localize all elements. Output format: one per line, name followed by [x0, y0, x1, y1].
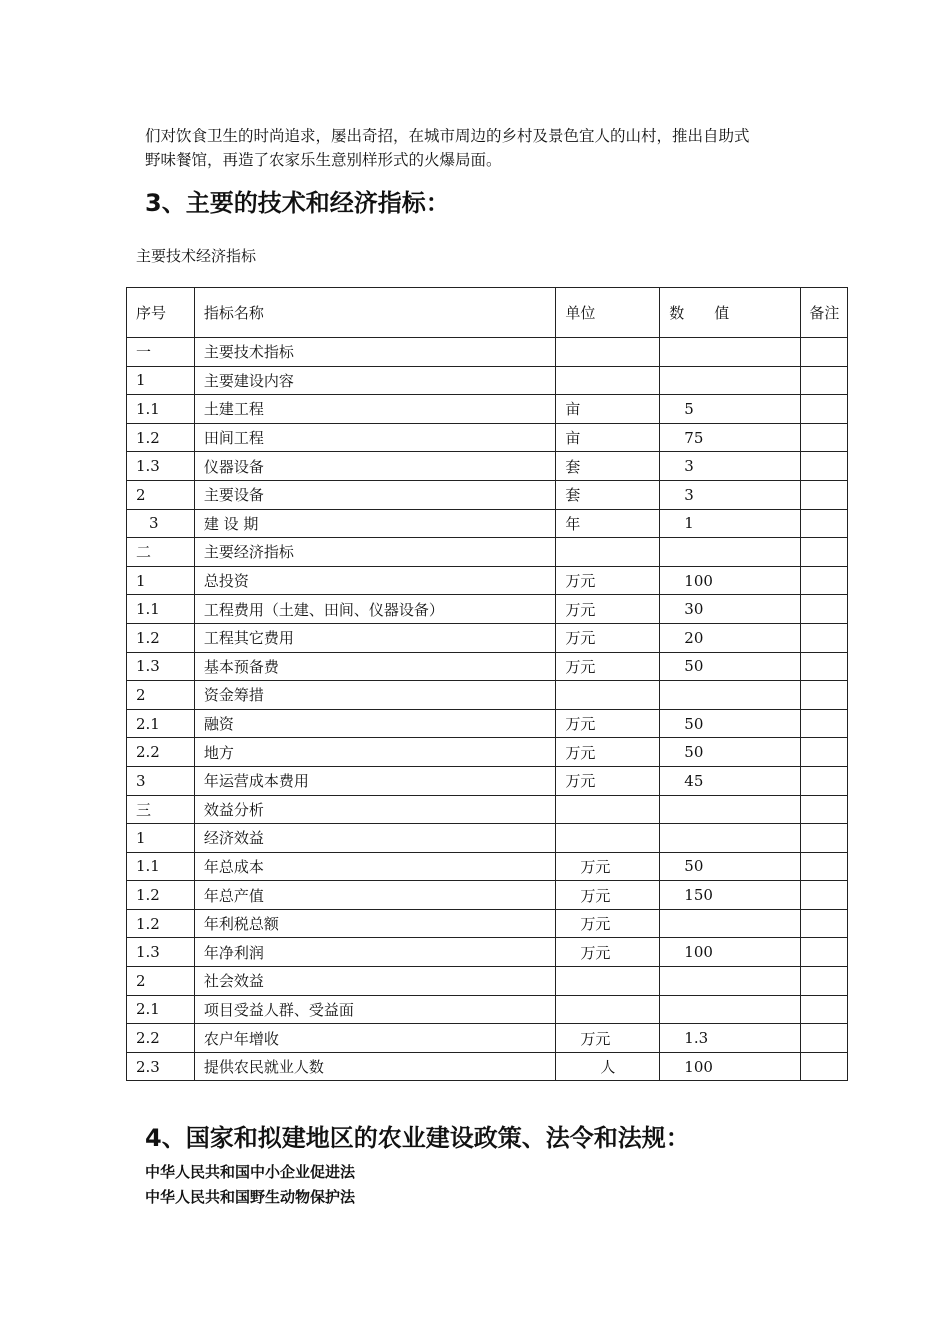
cell-remark: [801, 995, 848, 1024]
table-row: [127, 681, 848, 710]
cell-remark: [801, 338, 848, 367]
cell-seq: 1.2: [127, 909, 195, 938]
cell-value: 30: [660, 595, 801, 624]
cell-seq: 2.3: [127, 1052, 195, 1081]
table-row: [127, 366, 848, 395]
cell-value: 50: [660, 709, 801, 738]
section-3-heading: 3、主要的技术和经济指标：: [145, 189, 450, 217]
cell-value: 100: [660, 938, 801, 967]
cell-unit: [556, 338, 660, 367]
table-row: [127, 909, 848, 938]
cell-name: 年利税总额: [194, 909, 556, 938]
cell-seq: 1.1: [127, 852, 195, 881]
cell-name: 经济效益: [194, 824, 556, 853]
table-row: [127, 738, 848, 767]
cell-remark: [801, 881, 848, 910]
cell-remark: [801, 452, 848, 481]
cell-seq: 一: [127, 338, 195, 367]
intro-paragraph: [145, 124, 835, 172]
cell-value: 100: [660, 566, 801, 595]
table-row: [127, 480, 848, 509]
cell-remark: [801, 623, 848, 652]
cell-unit: 万元: [556, 595, 660, 624]
cell-unit: 万元: [556, 766, 660, 795]
cell-unit: 亩: [556, 423, 660, 452]
table-body: [127, 338, 848, 1081]
cell-value: 3: [660, 480, 801, 509]
cell-unit: [556, 366, 660, 395]
cell-value: 50: [660, 652, 801, 681]
table-row: [127, 1024, 848, 1053]
table-row: [127, 852, 848, 881]
cell-remark: [801, 566, 848, 595]
cell-value: [660, 795, 801, 824]
cell-seq: 1.1: [127, 395, 195, 424]
table-header-row: [127, 288, 848, 338]
cell-unit: 万元: [556, 1024, 660, 1053]
cell-seq: 1.3: [127, 452, 195, 481]
cell-unit: 万元: [556, 652, 660, 681]
cell-name: 主要技术指标: [194, 338, 556, 367]
cell-seq: 1: [127, 566, 195, 595]
cell-value: [660, 681, 801, 710]
cell-seq: 三: [127, 795, 195, 824]
table-caption: 主要技术经济指标: [136, 247, 257, 265]
cell-seq: 1.3: [127, 652, 195, 681]
intro-line: 野味餐馆，再造了农家乐生意别样形式的火爆局面。: [145, 151, 502, 169]
cell-unit: 人: [556, 1052, 660, 1081]
cell-unit: [556, 795, 660, 824]
indicator-table: [126, 287, 848, 1081]
cell-value: [660, 909, 801, 938]
cell-unit: 万元: [556, 709, 660, 738]
cell-unit: 万元: [556, 623, 660, 652]
cell-value: [660, 995, 801, 1024]
cell-unit: [556, 681, 660, 710]
cell-unit: 万元: [556, 852, 660, 881]
cell-name: 主要建设内容: [194, 366, 556, 395]
table-row: [127, 1052, 848, 1081]
cell-name: 效益分析: [194, 795, 556, 824]
header-value: 数 值: [660, 288, 801, 338]
cell-remark: [801, 852, 848, 881]
cell-name: 地方: [194, 738, 556, 767]
cell-value: 45: [660, 766, 801, 795]
cell-unit: [556, 995, 660, 1024]
cell-name: 工程费用（土建、田间、仪器设备）: [194, 595, 556, 624]
header-unit: 单位: [556, 288, 660, 338]
cell-value: 3: [660, 452, 801, 481]
cell-value: 50: [660, 852, 801, 881]
cell-seq: 2.2: [127, 1024, 195, 1053]
cell-seq: 2.2: [127, 738, 195, 767]
law-list: [145, 1160, 355, 1210]
cell-seq: 二: [127, 538, 195, 567]
table-row: [127, 766, 848, 795]
table-row: [127, 595, 848, 624]
table-row: [127, 623, 848, 652]
table-row: [127, 709, 848, 738]
cell-remark: [801, 709, 848, 738]
cell-name: 提供农民就业人数: [194, 1052, 556, 1081]
header-seq: 序号: [127, 288, 195, 338]
table-row: [127, 652, 848, 681]
cell-remark: [801, 766, 848, 795]
cell-seq: 1.2: [127, 623, 195, 652]
law-item: 中华人民共和国野生动物保护法: [145, 1188, 356, 1206]
cell-name: 田间工程: [194, 423, 556, 452]
cell-value: 5: [660, 395, 801, 424]
cell-seq: 1: [127, 366, 195, 395]
cell-name: 融资: [194, 709, 556, 738]
cell-remark: [801, 1052, 848, 1081]
cell-seq: 3: [127, 766, 195, 795]
cell-remark: [801, 652, 848, 681]
cell-remark: [801, 1024, 848, 1053]
cell-value: 1.3: [660, 1024, 801, 1053]
table-row: [127, 423, 848, 452]
cell-seq: 2.1: [127, 995, 195, 1024]
cell-value: 20: [660, 623, 801, 652]
cell-name: 年运营成本费用: [194, 766, 556, 795]
cell-remark: [801, 538, 848, 567]
cell-seq: 1: [127, 824, 195, 853]
cell-unit: 万元: [556, 881, 660, 910]
cell-remark: [801, 480, 848, 509]
table-row: [127, 452, 848, 481]
cell-seq: 2: [127, 480, 195, 509]
table-row: [127, 824, 848, 853]
cell-unit: 套: [556, 452, 660, 481]
cell-unit: [556, 538, 660, 567]
cell-name: 主要经济指标: [194, 538, 556, 567]
cell-seq: 2.1: [127, 709, 195, 738]
law-item: 中华人民共和国中小企业促进法: [145, 1163, 356, 1181]
cell-unit: [556, 967, 660, 996]
header-remark: 备注: [801, 288, 848, 338]
cell-name: 农户年增收: [194, 1024, 556, 1053]
table-row: [127, 795, 848, 824]
cell-unit: [556, 824, 660, 853]
cell-unit: 万元: [556, 738, 660, 767]
cell-seq: 1.2: [127, 881, 195, 910]
cell-remark: [801, 909, 848, 938]
cell-name: 项目受益人群、受益面: [194, 995, 556, 1024]
cell-seq: 2: [127, 681, 195, 710]
cell-name: 仪器设备: [194, 452, 556, 481]
cell-remark: [801, 509, 848, 538]
cell-name: 工程其它费用: [194, 623, 556, 652]
cell-seq: 1.1: [127, 595, 195, 624]
cell-remark: [801, 938, 848, 967]
cell-value: 1: [660, 509, 801, 538]
cell-remark: [801, 366, 848, 395]
cell-value: [660, 824, 801, 853]
cell-seq: 3: [127, 509, 195, 538]
table-row: [127, 995, 848, 1024]
cell-value: 150: [660, 881, 801, 910]
header-name: 指标名称: [194, 288, 556, 338]
cell-remark: [801, 395, 848, 424]
cell-seq: 1.3: [127, 938, 195, 967]
cell-remark: [801, 423, 848, 452]
cell-value: 75: [660, 423, 801, 452]
table-row: [127, 566, 848, 595]
cell-seq: 2: [127, 967, 195, 996]
cell-value: [660, 967, 801, 996]
cell-remark: [801, 738, 848, 767]
section-4-heading: 4、国家和拟建地区的农业建设政策、法令和法规：: [145, 1124, 690, 1152]
cell-name: 总投资: [194, 566, 556, 595]
cell-remark: [801, 595, 848, 624]
cell-unit: 万元: [556, 938, 660, 967]
intro-line: 们对饮食卫生的时尚追求，屡出奇招，在城市周边的乡村及景色宜人的山村，推出自助式: [145, 127, 750, 145]
cell-seq: 1.2: [127, 423, 195, 452]
cell-value: 50: [660, 738, 801, 767]
cell-unit: 万元: [556, 909, 660, 938]
cell-name: 基本预备费: [194, 652, 556, 681]
cell-remark: [801, 967, 848, 996]
cell-value: [660, 366, 801, 395]
cell-remark: [801, 824, 848, 853]
table-row: [127, 338, 848, 367]
cell-name: 年净利润: [194, 938, 556, 967]
table-row: [127, 509, 848, 538]
cell-unit: 亩: [556, 395, 660, 424]
cell-unit: 年: [556, 509, 660, 538]
cell-name: 资金筹措: [194, 681, 556, 710]
cell-name: 年总产值: [194, 881, 556, 910]
table-row: [127, 395, 848, 424]
cell-remark: [801, 795, 848, 824]
cell-remark: [801, 681, 848, 710]
cell-name: 主要设备: [194, 480, 556, 509]
cell-name: 土建工程: [194, 395, 556, 424]
cell-name: 建 设 期: [194, 509, 556, 538]
table-row: [127, 538, 848, 567]
cell-unit: 套: [556, 480, 660, 509]
cell-value: 100: [660, 1052, 801, 1081]
cell-value: [660, 338, 801, 367]
cell-unit: 万元: [556, 566, 660, 595]
table-row: [127, 938, 848, 967]
table-row: [127, 967, 848, 996]
cell-name: 社会效益: [194, 967, 556, 996]
cell-name: 年总成本: [194, 852, 556, 881]
cell-value: [660, 538, 801, 567]
table-row: [127, 881, 848, 910]
